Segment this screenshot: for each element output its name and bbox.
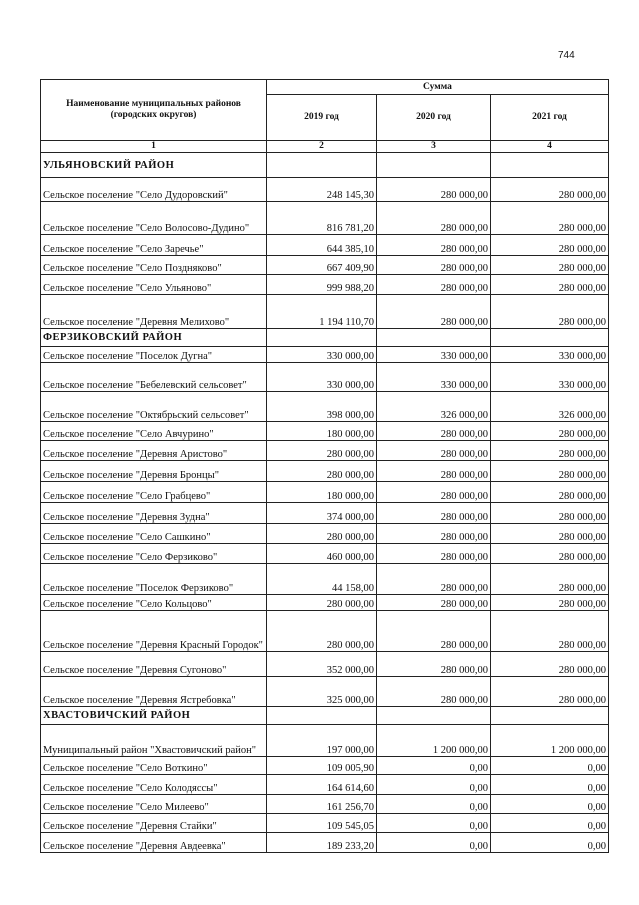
table-row: [41, 795, 609, 814]
table-row: [41, 611, 609, 652]
municipality-name: Сельское поселение "Поселок Дугна": [41, 347, 267, 363]
value-2019: 248 145,30: [267, 178, 377, 202]
municipality-name: Сельское поселение "Село Воткино": [41, 757, 267, 775]
page-number: 744: [558, 50, 575, 61]
empty-cell: [377, 153, 491, 178]
year-header-2020: 2020 год: [377, 95, 491, 141]
table-row: [41, 595, 609, 611]
empty-cell: [491, 707, 609, 725]
value-2021: 280 000,00: [491, 441, 609, 461]
table-row: [41, 347, 609, 363]
district-name: ФЕРЗИКОВСКИЙ РАЙОН: [41, 329, 267, 347]
table-row: [41, 461, 609, 482]
table-row: [41, 275, 609, 295]
value-2020: 330 000,00: [377, 363, 491, 392]
table-row: [41, 482, 609, 503]
value-2020: 280 000,00: [377, 564, 491, 595]
municipality-name: Сельское поселение "Село Ульяново": [41, 275, 267, 295]
value-2019: 325 000,00: [267, 677, 377, 707]
district-header-row: [41, 153, 609, 178]
table-row: [41, 235, 609, 256]
municipality-name: Сельское поселение "Село Кольцово": [41, 595, 267, 611]
table-row: [41, 503, 609, 524]
municipality-name: Сельское поселение "Деревня Стайки": [41, 814, 267, 833]
value-2021: 0,00: [491, 814, 609, 833]
value-2020: 280 000,00: [377, 524, 491, 544]
municipality-name: Сельское поселение "Село Грабцево": [41, 482, 267, 503]
value-2019: 667 409,90: [267, 256, 377, 275]
municipality-name: Сельское поселение "Деревня Красный Городок": [41, 611, 267, 652]
municipality-name: Сельское поселение "Деревня Зудна": [41, 503, 267, 524]
value-2021: 280 000,00: [491, 611, 609, 652]
value-2019: 352 000,00: [267, 652, 377, 677]
value-2019: 280 000,00: [267, 461, 377, 482]
value-2021: 330 000,00: [491, 347, 609, 363]
value-2019: 280 000,00: [267, 441, 377, 461]
value-2019: 197 000,00: [267, 725, 377, 757]
table-row: [41, 295, 609, 329]
sum-header: Сумма: [267, 80, 609, 95]
value-2021: 280 000,00: [491, 564, 609, 595]
value-2019: 816 781,20: [267, 202, 377, 235]
value-2021: 280 000,00: [491, 482, 609, 503]
col-number-4: 4: [491, 141, 609, 153]
name-column-header: Наименование муниципальных районов (городских округов): [41, 80, 267, 141]
municipality-name: Сельское поселение "Село Сашкино": [41, 524, 267, 544]
value-2021: 0,00: [491, 775, 609, 795]
value-2020: 280 000,00: [377, 503, 491, 524]
value-2020: 280 000,00: [377, 482, 491, 503]
value-2021: 0,00: [491, 757, 609, 775]
value-2019: 109 005,90: [267, 757, 377, 775]
year-header-2019: 2019 год: [267, 95, 377, 141]
value-2020: 0,00: [377, 775, 491, 795]
value-2019: 180 000,00: [267, 422, 377, 441]
value-2019: 999 988,20: [267, 275, 377, 295]
value-2020: 280 000,00: [377, 652, 491, 677]
district-name: УЛЬЯНОВСКИЙ РАЙОН: [41, 153, 267, 178]
value-2020: 0,00: [377, 757, 491, 775]
value-2019: 109 545,05: [267, 814, 377, 833]
municipality-name: Сельское поселение "Село Авчурино": [41, 422, 267, 441]
municipality-name: Муниципальный район "Хвастовичский район": [41, 725, 267, 757]
table-row: [41, 544, 609, 564]
municipality-name: Сельское поселение "Село Ферзиково": [41, 544, 267, 564]
municipality-name: Сельское поселение "Деревня Сугоново": [41, 652, 267, 677]
col-number-2: 2: [267, 141, 377, 153]
value-2020: 280 000,00: [377, 677, 491, 707]
value-2019: 330 000,00: [267, 363, 377, 392]
value-2019: 644 385,10: [267, 235, 377, 256]
value-2020: 0,00: [377, 833, 491, 853]
municipality-name: Сельское поселение "Деревня Ястребовка": [41, 677, 267, 707]
municipality-name: Сельское поселение "Село Заречье": [41, 235, 267, 256]
value-2020: 326 000,00: [377, 392, 491, 422]
value-2020: 0,00: [377, 814, 491, 833]
value-2021: 280 000,00: [491, 652, 609, 677]
value-2020: 280 000,00: [377, 422, 491, 441]
municipality-name: Сельское поселение "Село Волосово-Дудино": [41, 202, 267, 235]
table-body: [41, 153, 609, 853]
value-2019: 460 000,00: [267, 544, 377, 564]
value-2021: 330 000,00: [491, 363, 609, 392]
value-2021: 280 000,00: [491, 178, 609, 202]
value-2021: 280 000,00: [491, 524, 609, 544]
value-2021: 0,00: [491, 795, 609, 814]
value-2019: 398 000,00: [267, 392, 377, 422]
table-row: [41, 441, 609, 461]
table-row: [41, 564, 609, 595]
empty-cell: [491, 329, 609, 347]
municipality-name: Сельское поселение "Бебелевский сельсовет": [41, 363, 267, 392]
value-2021: 0,00: [491, 833, 609, 853]
table-row: [41, 202, 609, 235]
value-2019: 280 000,00: [267, 524, 377, 544]
value-2020: 280 000,00: [377, 275, 491, 295]
value-2019: 44 158,00: [267, 564, 377, 595]
municipality-name: Сельское поселение "Деревня Авдеевка": [41, 833, 267, 853]
value-2019: 374 000,00: [267, 503, 377, 524]
value-2020: 280 000,00: [377, 178, 491, 202]
table-row: [41, 392, 609, 422]
value-2021: 280 000,00: [491, 256, 609, 275]
value-2019: 164 614,60: [267, 775, 377, 795]
value-2020: 280 000,00: [377, 295, 491, 329]
value-2019: 280 000,00: [267, 595, 377, 611]
value-2021: 280 000,00: [491, 677, 609, 707]
value-2021: 280 000,00: [491, 503, 609, 524]
value-2020: 330 000,00: [377, 347, 491, 363]
value-2019: 330 000,00: [267, 347, 377, 363]
value-2021: 280 000,00: [491, 422, 609, 441]
value-2020: 280 000,00: [377, 256, 491, 275]
municipality-name: Сельское поселение "Село Дудоровский": [41, 178, 267, 202]
empty-cell: [267, 153, 377, 178]
value-2021: 280 000,00: [491, 235, 609, 256]
municipality-name: Сельское поселение "Октябрьский сельсовет": [41, 392, 267, 422]
value-2020: 0,00: [377, 795, 491, 814]
empty-cell: [377, 707, 491, 725]
table-row: [41, 524, 609, 544]
value-2020: 280 000,00: [377, 544, 491, 564]
municipality-name: Сельское поселение "Деревня Мелихово": [41, 295, 267, 329]
district-name: ХВАСТОВИЧСКИЙ РАЙОН: [41, 707, 267, 725]
municipality-name: Сельское поселение "Село Колодяссы": [41, 775, 267, 795]
district-header-row: [41, 707, 609, 725]
table-row: [41, 652, 609, 677]
value-2021: 326 000,00: [491, 392, 609, 422]
value-2021: 280 000,00: [491, 202, 609, 235]
value-2019: 161 256,70: [267, 795, 377, 814]
empty-cell: [491, 153, 609, 178]
municipality-name: Сельское поселение "Село Милеево": [41, 795, 267, 814]
table-row: [41, 775, 609, 795]
value-2020: 280 000,00: [377, 235, 491, 256]
value-2021: 1 200 000,00: [491, 725, 609, 757]
value-2019: 180 000,00: [267, 482, 377, 503]
empty-cell: [267, 707, 377, 725]
value-2021: 280 000,00: [491, 275, 609, 295]
empty-cell: [377, 329, 491, 347]
municipality-name: Сельское поселение "Деревня Аристово": [41, 441, 267, 461]
municipality-name: Сельское поселение "Деревня Бронцы": [41, 461, 267, 482]
col-number-3: 3: [377, 141, 491, 153]
table-row: [41, 757, 609, 775]
municipality-name: Сельское поселение "Село Поздняково": [41, 256, 267, 275]
district-header-row: [41, 329, 609, 347]
value-2021: 280 000,00: [491, 595, 609, 611]
value-2020: 1 200 000,00: [377, 725, 491, 757]
value-2019: 1 194 110,70: [267, 295, 377, 329]
value-2021: 280 000,00: [491, 461, 609, 482]
empty-cell: [267, 329, 377, 347]
municipality-name: Сельское поселение "Поселок Ферзиково": [41, 564, 267, 595]
table-row: [41, 833, 609, 853]
value-2020: 280 000,00: [377, 461, 491, 482]
table-row: [41, 363, 609, 392]
col-number-1: 1: [41, 141, 267, 153]
value-2019: 280 000,00: [267, 611, 377, 652]
table-row: [41, 725, 609, 757]
table-row: [41, 422, 609, 441]
year-header-2021: 2021 год: [491, 95, 609, 141]
value-2021: 280 000,00: [491, 295, 609, 329]
table-row: [41, 178, 609, 202]
table-row: [41, 256, 609, 275]
value-2021: 280 000,00: [491, 544, 609, 564]
value-2019: 189 233,20: [267, 833, 377, 853]
table-row: [41, 814, 609, 833]
value-2020: 280 000,00: [377, 611, 491, 652]
table-row: [41, 677, 609, 707]
value-2020: 280 000,00: [377, 595, 491, 611]
value-2020: 280 000,00: [377, 202, 491, 235]
value-2020: 280 000,00: [377, 441, 491, 461]
budget-table: [40, 79, 609, 853]
